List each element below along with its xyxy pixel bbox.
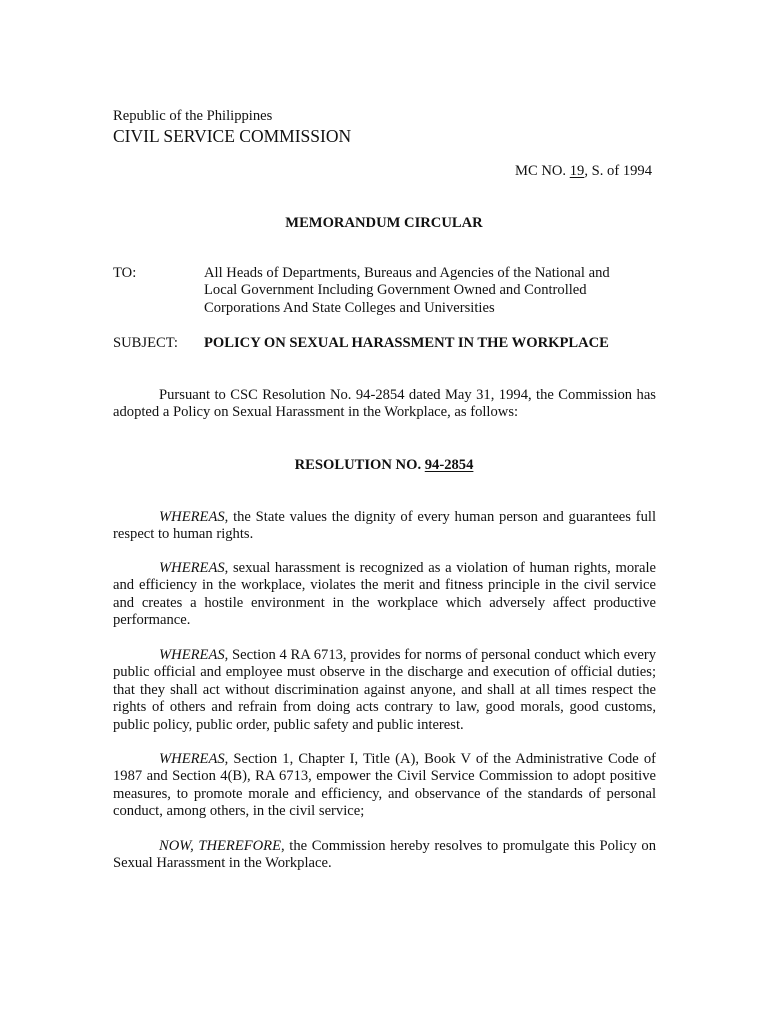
- clause-text: , Section 1, Chapter I, Title (A), Book V of the Administrative Code of 1987 and Section 4(B), RA 6713, empower the Civil Service Commission to adopt positive measures, to promote morale and efficiency, and observance of the standards of personal conduct, among others, in the civil service;: [113, 751, 656, 820]
- header-republic: Republic of the Philippines: [113, 108, 273, 124]
- document-title: MEMORANDUM CIRCULAR: [285, 215, 483, 231]
- mc-number-line: [515, 163, 652, 180]
- to-line: Corporations And State Colleges and Universities: [204, 299, 495, 316]
- clause-lead: WHEREAS: [159, 560, 225, 576]
- mc-prefix: MC NO.: [515, 163, 570, 179]
- subject-text: POLICY ON SEXUAL HARASSMENT IN THE WORKPLACE: [204, 335, 609, 351]
- clause-lead: WHEREAS: [159, 647, 225, 663]
- clause-text: , the Commission hereby resolves to promulgate this Policy on Sexual Harassment in the Workplace.: [113, 838, 656, 872]
- clause-text: , sexual harassment is recognized as a violation of human rights, morale and efficiency in the workplace, violates the merit and fitness principle in the civil service and creates a hostile environment in the workplace which adversely affect productive performance.: [113, 560, 656, 629]
- to-line: Local Government Including Government Owned and Controlled: [204, 282, 587, 299]
- clause-paragraph: [113, 751, 656, 821]
- to-line: All Heads of Departments, Bureaus and Agencies of the National and: [204, 265, 610, 281]
- clause-lead: WHEREAS: [159, 509, 225, 525]
- subject-label: SUBJECT:: [113, 335, 178, 351]
- clause-paragraph: [113, 560, 656, 630]
- clause-paragraph: [113, 509, 656, 544]
- resolution-label: RESOLUTION NO.: [294, 457, 425, 473]
- clause-paragraph: [113, 838, 656, 873]
- clause-paragraph: [113, 647, 656, 734]
- clause-lead: WHEREAS: [159, 751, 225, 767]
- clause-lead: NOW, THEREFORE: [159, 838, 282, 854]
- mc-suffix: , S. of 1994: [584, 163, 653, 179]
- clause-text: , Section 4 RA 6713, provides for norms of personal conduct which every public official and employee must observe in the discharge and execution of official duties; that they shall act without discrimination against anyone, and shall at all times respect the rights of others and refrain from doing acts contrary to law, good morals, good customs, public policy, public order, public safety and public interest.: [113, 647, 656, 733]
- header-agency: CIVIL SERVICE COMMISSION: [113, 126, 352, 146]
- mc-number: 19: [569, 163, 585, 179]
- resolution-heading: [0, 457, 768, 474]
- clause-text: , the State values the dignity of every human person and guarantees full respect to human rights.: [113, 509, 656, 543]
- resolution-number: 94-2854: [424, 457, 474, 473]
- to-label: TO:: [113, 265, 137, 281]
- to-recipients: [204, 265, 644, 317]
- intro-paragraph: Pursuant to CSC Resolution No. 94-2854 dated May 31, 1994, the Commission has adopted a Policy on Sexual Harassment in the Workplace, as follows:: [113, 387, 656, 421]
